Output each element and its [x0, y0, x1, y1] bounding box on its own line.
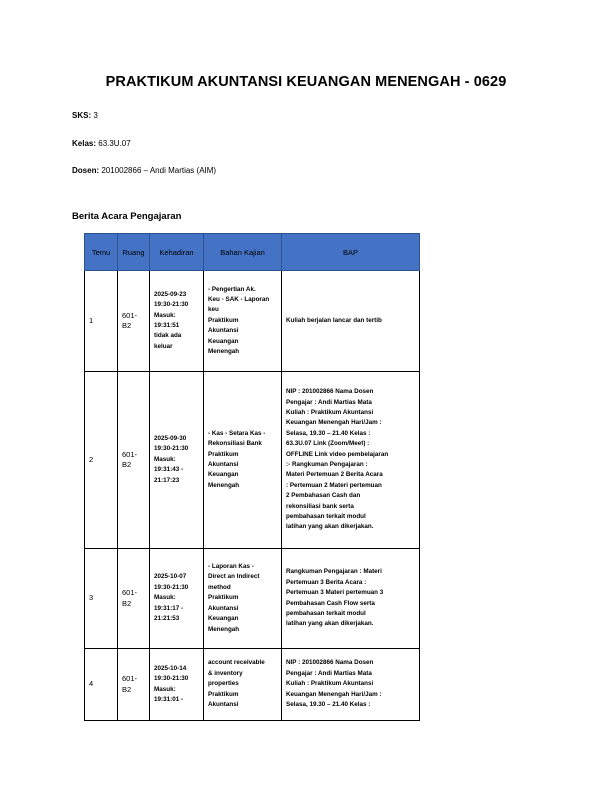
cell-kehadiran: [150, 649, 204, 721]
table-header-row: [85, 234, 420, 271]
cell-kehadiran-line: 2025-09-23: [154, 290, 187, 298]
cell-bap-line: Kuliah : Praktikum Akuntansi: [286, 408, 374, 416]
table-body: [85, 271, 420, 721]
cell-kehadiran-line: Masuk:: [154, 685, 176, 693]
cell-bahan-kajian-line: Akuntansi: [208, 327, 239, 335]
cell-kehadiran-line: Masuk:: [154, 455, 176, 463]
cell-bahan-kajian-line: - Kas - Setara Kas -: [208, 429, 266, 437]
sks-line: [72, 111, 98, 120]
cell-bap-line: Keuangan Menengah Hari/Jam :: [286, 419, 382, 427]
cell-kehadiran-line: tidak ada: [154, 332, 182, 340]
cell-kehadiran-line: 19:30-21:30: [154, 675, 189, 683]
cell-bahan-kajian-line: Rekonsiliasi Bank: [208, 440, 262, 448]
table-row: [85, 549, 420, 649]
cell-bap-line: NIP : 201002866 Nama Dosen: [286, 659, 374, 667]
cell-bap-line: : Pertemuan 2 Materi pertemuan: [286, 481, 382, 489]
cell-bap-line: Materi Pertemuan 2 Berita Acara: [286, 471, 383, 479]
cell-ruang: [118, 372, 150, 549]
cell-bap-line: 2 Pembahasan Cash dan: [286, 492, 361, 500]
cell-kehadiran-line: 21:21:53: [154, 615, 180, 623]
document-title: PRAKTIKUM AKUNTANSI KEUANGAN MENENGAH - 0629: [105, 74, 507, 90]
cell-temu: 3: [85, 549, 118, 649]
cell-bahan-kajian-line: Praktikum: [208, 316, 239, 324]
cell-bap-line: Kuliah berjalan lancar dan tertib: [286, 316, 382, 324]
table-row: [85, 649, 420, 721]
header-kehadiran: Kehadiran: [150, 234, 204, 271]
cell-bahan-kajian-line: & inventory: [208, 669, 243, 677]
cell-bap: [282, 549, 420, 649]
cell-bahan-kajian-line: method: [208, 583, 231, 591]
cell-bap-line: Selasa, 19.30 – 21.40 Kelas :: [286, 429, 371, 437]
cell-ruang: [118, 271, 150, 372]
cell-bap: [282, 271, 420, 372]
cell-bahan-kajian-line: properties: [208, 680, 239, 688]
cell-kehadiran-line: 19:30-21:30: [154, 445, 189, 453]
dosen-value: 201002866 – Andi Martias (AIM): [99, 166, 217, 175]
dosen-label: Dosen:: [72, 166, 100, 175]
cell-kehadiran-line: 19:31:01 -: [154, 695, 184, 703]
cell-bahan-kajian-line: - Laporan Kas -: [208, 563, 254, 571]
header-bahan-kajian: Bahan Kajian: [204, 234, 282, 271]
kelas-line: [72, 139, 131, 148]
cell-kehadiran: [150, 549, 204, 649]
cell-ruang-line: B2: [122, 460, 132, 469]
cell-kehadiran-line: 19:30-21:30: [154, 301, 189, 309]
cell-ruang-line: B2: [122, 321, 132, 330]
table-row: [85, 271, 420, 372]
cell-temu: 2: [85, 372, 118, 549]
cell-bap-line: Pengajar : Andi Martias Mata: [286, 669, 372, 677]
cell-kehadiran-line: 2025-10-07: [154, 573, 187, 581]
cell-bahan-kajian-line: Keuangan: [208, 615, 239, 623]
cell-kehadiran-line: 19:31:43 -: [154, 466, 184, 474]
cell-bap-line: rekonsiliasi bank serta: [286, 502, 354, 510]
cell-ruang-line: 601-: [122, 449, 138, 459]
kelas-value: 63.3U.07: [96, 139, 131, 148]
cell-bap-line: Rangkuman Pengajaran : Materi: [286, 568, 382, 576]
cell-bap-line: latihan yang akan dikerjakan.: [286, 523, 374, 531]
header-ruang: Ruang: [118, 234, 150, 271]
cell-kehadiran-line: Masuk:: [154, 311, 176, 319]
cell-ruang-line: 601-: [122, 310, 138, 320]
header-bap: BAP: [282, 234, 420, 271]
cell-bahan-kajian-line: Akuntansi: [208, 461, 239, 468]
cell-ruang: [118, 549, 150, 649]
cell-bahan-kajian-line: Direct an Indirect: [208, 573, 260, 581]
cell-ruang: [118, 649, 150, 721]
cell-bap-line: :- Rangkuman Pengajaran :: [286, 461, 368, 468]
cell-ruang-line: 601-: [122, 674, 138, 684]
cell-bap-line: Kuliah : Praktikum Akuntansi: [286, 680, 374, 688]
cell-kehadiran: [150, 372, 204, 549]
cell-bahan-kajian-line: Keuangan: [208, 337, 239, 345]
cell-bahan-kajian-line: Praktikum: [208, 450, 239, 458]
cell-bahan-kajian-line: Menengah: [208, 481, 240, 489]
cell-kehadiran-line: keluar: [154, 342, 173, 350]
cell-kehadiran-line: 21:17:23: [154, 476, 180, 484]
cell-bahan-kajian-line: Akuntansi: [208, 604, 239, 612]
cell-kehadiran-line: 19:31:17 -: [154, 604, 184, 612]
cell-bahan-kajian-line: keu: [208, 306, 219, 314]
cell-kehadiran-line: 2025-09-30: [154, 434, 187, 442]
sks-value: 3: [91, 111, 98, 120]
cell-bahan-kajian-line: Keu - SAK - Laporan: [208, 295, 270, 303]
cell-bap-line: 63.3U.07 Link (Zoom/Meet) :: [286, 440, 370, 448]
table-row: [85, 372, 420, 549]
cell-bap-line: pembahasan terkait modul: [286, 609, 366, 617]
cell-kehadiran-line: Masuk:: [154, 594, 176, 602]
cell-bap-line: Pertemuan 3 Berita Acara :: [286, 578, 367, 586]
cell-bahan-kajian-line: account receivable: [208, 659, 265, 667]
cell-ruang-line: B2: [122, 598, 132, 608]
cell-bahan-kajian-line: Menengah: [208, 625, 240, 633]
cell-bahan-kajian: [204, 372, 282, 549]
cell-bap-line: latihan yang akan dikerjakan.: [286, 620, 374, 628]
cell-bahan-kajian-line: Keuangan: [208, 471, 239, 479]
cell-bap-line: Selasa, 19.30 – 21.40 Kelas :: [286, 701, 371, 709]
cell-bap-line: Keuangan Menengah Hari/Jam :: [286, 690, 382, 698]
cell-bap: [282, 649, 420, 721]
cell-bahan-kajian-line: Praktikum: [208, 690, 239, 698]
cell-bap-line: OFFLINE Link video pembelajaran: [286, 450, 389, 458]
cell-temu: 1: [85, 271, 118, 372]
cell-kehadiran-line: 19:30-21:30: [154, 583, 189, 591]
cell-bahan-kajian: [204, 271, 282, 372]
cell-bap: [282, 372, 420, 549]
cell-bahan-kajian: [204, 649, 282, 721]
sks-label: SKS:: [72, 111, 92, 120]
cell-kehadiran-line: 19:31:51: [154, 322, 180, 329]
cell-bahan-kajian-line: Menengah: [208, 348, 240, 356]
cell-ruang-line: B2: [122, 684, 132, 694]
cell-bahan-kajian-line: Praktikum: [208, 594, 239, 602]
kelas-label: Kelas:: [72, 139, 97, 148]
cell-temu: 4: [85, 649, 118, 721]
cell-bahan-kajian: [204, 549, 282, 649]
section-title: Berita Acara Pengajaran: [72, 211, 182, 222]
cell-bap-line: Pengajar : Andi Martias Mata: [286, 398, 372, 406]
dosen-line: [72, 166, 216, 175]
cell-bap-line: Pembahasan Cash Flow serta: [286, 599, 375, 607]
cell-kehadiran-line: 2025-10-14: [154, 664, 187, 672]
bap-table: [84, 233, 420, 721]
cell-bap-line: pembahasan terkait modul: [286, 513, 366, 521]
cell-bahan-kajian-line: Akuntansi: [208, 701, 239, 709]
cell-bap-line: NIP : 201002866 Nama Dosen: [286, 388, 374, 396]
header-temu: Temu: [85, 234, 118, 271]
cell-bap-line: Pertemuan 3 Materi pertemuan 3: [286, 589, 384, 597]
cell-bahan-kajian-line: - Pengertian Ak.: [208, 285, 256, 293]
cell-ruang-line: 601-: [122, 588, 138, 598]
cell-kehadiran: [150, 271, 204, 372]
